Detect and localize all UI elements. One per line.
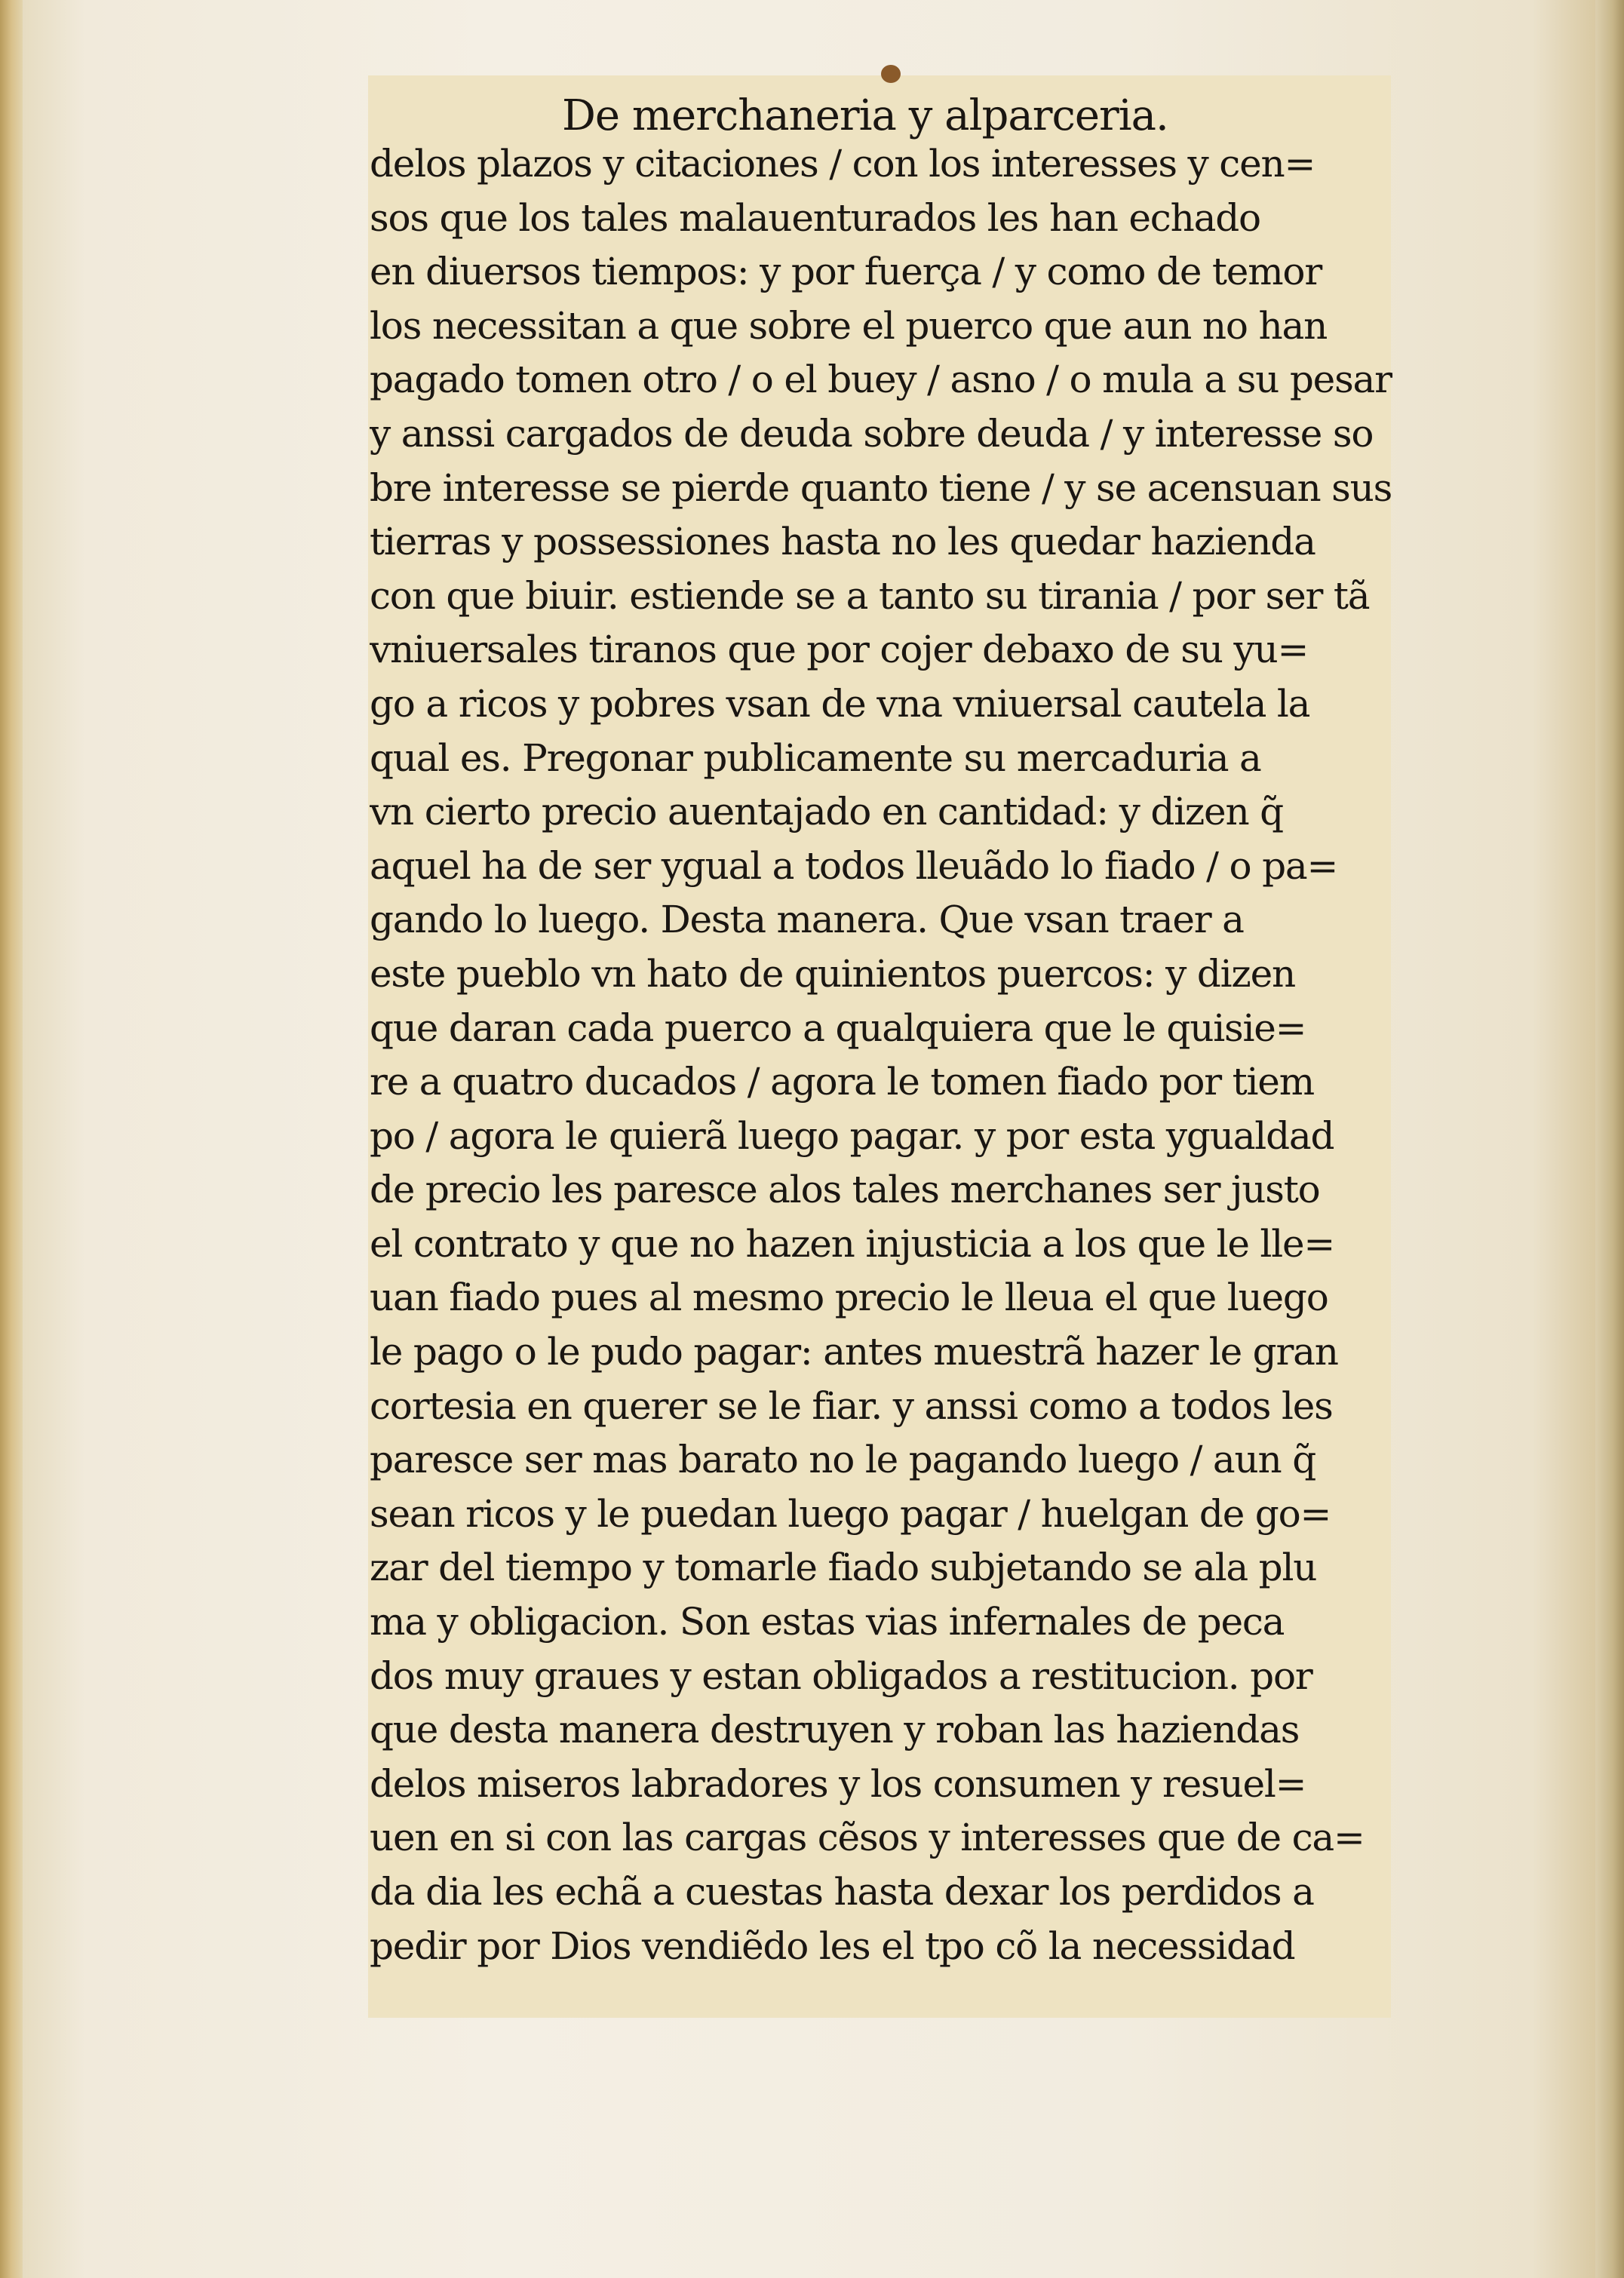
text-line: re a quatro ducados / agora le tomen fiado por tiem <box>370 1060 1314 1104</box>
text-line: y anssi cargados de deuda sobre deuda / y interesse so <box>370 411 1374 456</box>
text-line: gando lo luego. Desta manera. Que vsan traer a <box>370 898 1244 942</box>
text-line: delos plazos y citaciones / con los interesses y cen= <box>370 142 1315 186</box>
text-line: vniuersales tiranos que por cojer debaxo de su yu= <box>370 628 1309 672</box>
text-line: los necessitan a que sobre el puerco que aun no han <box>370 303 1328 348</box>
text-line: paresce ser mas barato no le pagando luego / aun q̃ <box>370 1438 1316 1482</box>
text-line: uen en si con las cargas cẽsos y interesses que de ca= <box>370 1816 1365 1860</box>
text-line: dos muy graues y estan obligados a restitucion. por <box>370 1653 1312 1698</box>
text-line: bre interesse se pierde quanto tiene / y se acensuan sus <box>370 465 1392 510</box>
running-head: De merchaneria y alparceria. <box>562 91 1168 140</box>
text-line: ma y obligacion. Son estas vias infernales de peca <box>370 1600 1285 1644</box>
text-line: go a ricos y pobres vsan de vna vniuersal cautela la <box>370 681 1310 726</box>
text-line: con que biuir. estiende se a tanto su tirania / por ser tã <box>370 573 1370 618</box>
text-line: zar del tiempo y tomarle fiado subjetando se ala plu <box>370 1546 1317 1590</box>
text-line: el contrato y que no hazen injusticia a los que le lle= <box>370 1221 1335 1266</box>
text-line: que desta manera destruyen y roban las haziendas <box>370 1708 1300 1752</box>
text-line: sean ricos y le puedan luego pagar / huelgan de go= <box>370 1491 1331 1536</box>
body-text <box>370 137 1395 1973</box>
text-line: este pueblo vn hato de quinientos puercos: y dizen <box>370 951 1295 996</box>
text-line: cortesia en querer se le fiar. y anssi como a todos les <box>370 1383 1333 1428</box>
text-line: po / agora le quierã luego pagar. y por esta ygualdad <box>370 1113 1334 1158</box>
text-line: delos miseros labradores y los consumen y resuel= <box>370 1761 1306 1806</box>
text-line: en diuersos tiempos: y por fuerça / y como de temor <box>370 250 1322 294</box>
page-right-edge <box>1595 0 1624 2278</box>
text-line: aquel ha de ser ygual a todos lleuãdo lo fiado / o pa= <box>370 843 1338 888</box>
text-line: vn cierto precio auentajado en cantidad: y dizen q̃ <box>370 790 1283 834</box>
text-line: da dia les echã a cuestas hasta dexar los perdidos a <box>370 1870 1314 1914</box>
text-line: de precio les paresce alos tales merchanes ser justo <box>370 1168 1320 1212</box>
text-line: sos que los tales malauenturados les han echado <box>370 195 1260 240</box>
page-left-edge <box>0 0 23 2278</box>
text-line: qual es. Pregonar publicamente su mercaduria a <box>370 735 1261 780</box>
text-line: le pago o le pudo pagar: antes muestrã hazer le gran <box>370 1330 1338 1374</box>
text-line: uan fiado pues al mesmo precio le lleua el que luego <box>370 1276 1328 1320</box>
ink-stain <box>881 65 901 83</box>
text-line: pedir por Dios vendiẽdo les el tpo cõ la necessidad <box>370 1923 1295 1968</box>
text-line: que daran cada puerco a qualquiera que le quisie= <box>370 1005 1306 1050</box>
text-line: pagado tomen otro / o el buey / asno / o mula a su pesar <box>370 358 1392 402</box>
text-line: tierras y possessiones hasta no les quedar hazienda <box>370 520 1315 564</box>
